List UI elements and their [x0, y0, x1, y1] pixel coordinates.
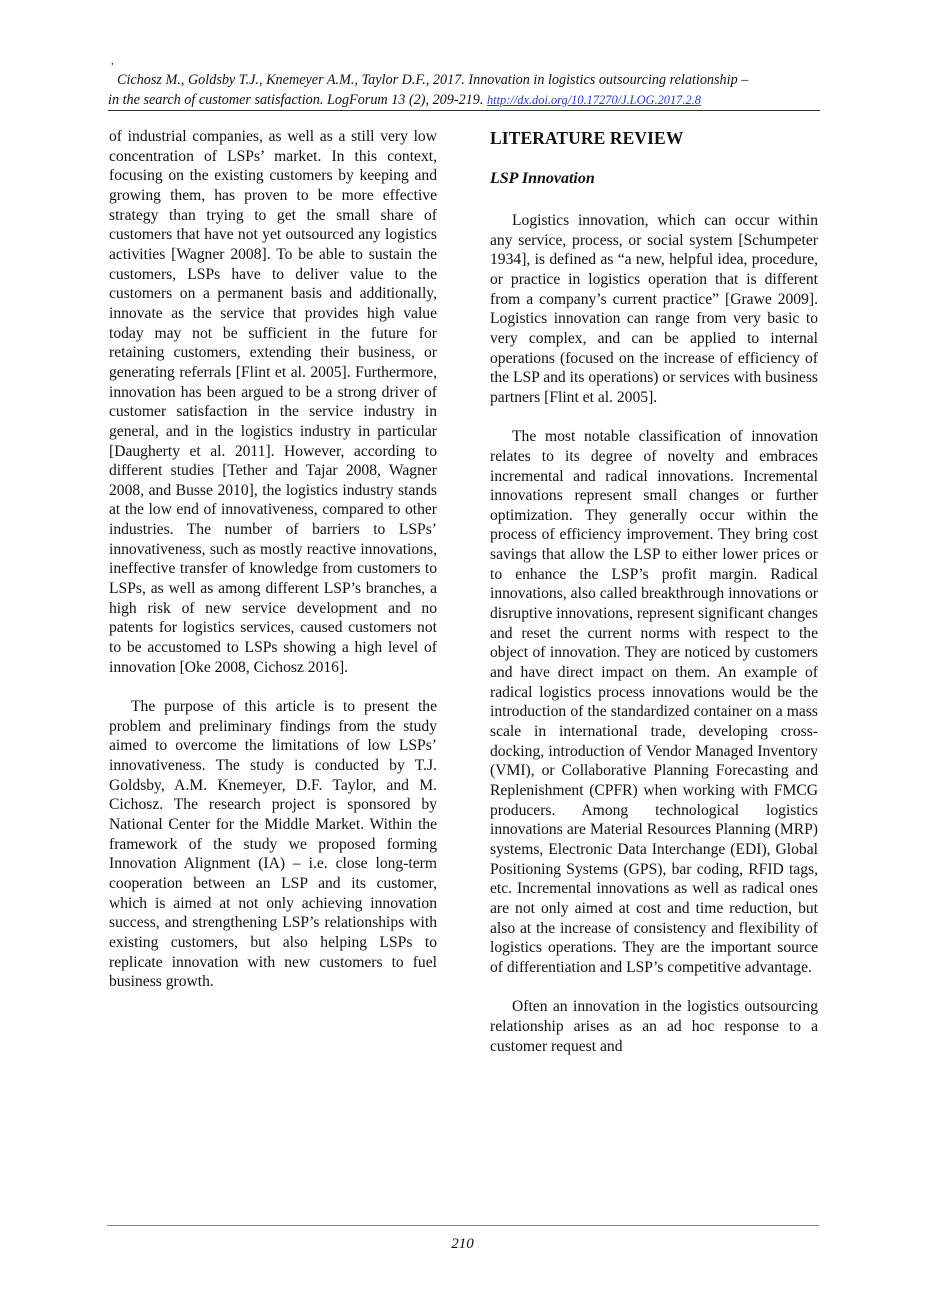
header-divider: [108, 110, 820, 111]
doi-link[interactable]: http://dx.doi.org/10.17270/J.LOG.2017.2.8: [486, 92, 701, 107]
footer-divider: [107, 1225, 819, 1226]
subsection-heading: LSP Innovation: [490, 170, 595, 187]
citation-line-1: Cichosz M., Goldsby T.J., Knemeyer A.M., Taylor D.F., 2017. Innovation in logistics outsourcing relationship –: [117, 72, 749, 88]
body-paragraph: The purpose of this article is to present the problem and preliminary findings from the study aimed to overcome the limitations of low LSPs’ innovativeness. The study is conducted by T.J. Goldsby, A.M. Knemeyer, D.F. Taylor, and M. Cichosz. The research project is sponsored by National Center for the Middle Market. Within the framework of the study we proposed forming Innovation Alignment (IA) – i.e. close long-term cooperation between an LSP and its customer, which is aimed at not only achieving innovation success, and strengthening LSP’s relationships with existing customers, but also helping LSPs to replicate innovation with new customers to fuel business growth.: [109, 698, 437, 991]
left-column: [109, 127, 437, 992]
header-mark: ,: [111, 55, 114, 67]
body-paragraph: Logistics innovation, which can occur within any service, process, or social system [Schumpeter 1934], is defined as “a new, helpful idea, procedure, or practice in logistics operation that is different from a company’s current practice” [Grawe 2009]. Logistics innovation can range from very basic to very complex, and can be applied to internal operations (focused on the increase of efficiency of the LSP and its operations) or services with business partners [Flint et al. 2005].: [490, 212, 818, 406]
header-citation: [108, 71, 820, 110]
body-paragraph: of industrial companies, as well as a still very low concentration of LSPs’ market. In this context, focusing on the existing customers by keeping and growing them, has proven to be more effective strategy than trying to get the small share of customers that have not yet outsourced any logistics activities [Wagner 2008]. To be able to sustain the customers, LSPs have to deliver value to the customers on a permanent basis and additionally, innovate as the service that provides high value today may not be sufficient in the future for retaining customers, extending their business, or generating referrals [Flint et al. 2005]. Furthermore, innovation has been argued to be a strong driver of customer satisfaction in the service industry in general, and in the logistics industry in particular [Daugherty et al. 2011]. However, according to different studies [Tether and Tajar 2008, Wagner 2008, and Busse 2010], the logistics industry stands at the low end of innovativeness, compared to other industries. The number of barriers to LSPs’ innovativeness, such as mostly reactive innovations, ineffective transfer of knowledge from customers to LSPs, as well as among different LSP’s branches, a high risk of new service development and no patents for logistics services, caused customers not to be accustomed to LSPs showing a high level of innovation [Oke 2008, Cichosz 2016].: [109, 128, 437, 676]
citation-line-2-text: in the search of customer satisfaction. LogForum 13 (2), 209-219.: [108, 91, 484, 108]
body-paragraph: The most notable classification of innovation relates to its degree of novelty and embraces incremental and radical innovations. Incremental innovations represent small changes or further optimization. They generally occur within the process of efficiency improvement. They bring cost savings that allow the LSP to either lower prices or to enhance the LSP’s profit margin. Radical innovations, also called breakthrough innovations or disruptive innovations, represent significant changes and reset the current norms with respect to the object of innovation. They are noticed by customers and have direct impact on them. An example of radical logistics process innovations would be the introduction of the standardized container on a mass scale in international trade, developing cross-docking, introduction of Vendor Managed Inventory (VMI), or Collaborative Planning Forecasting and Replenishment (CPFR) when working with FMCG producers. Among technological logistics innovations are Material Resources Planning (MRP) systems, Electronic Data Interchange (EDI), Global Positioning Systems (GPS), bar coding, RFID tags, etc. Incremental innovations as well as radical ones are not only aimed at cost and time reduction, but also at the increase of consistency and flexibility of logistics operations. They are the important source of differentiation and LSP’s competitive advantage.: [490, 428, 818, 976]
right-column: [490, 127, 818, 1056]
citation-line-2: [108, 91, 820, 111]
body-paragraph: Often an innovation in the logistics outsourcing relationship arises as an ad hoc response to a customer request and: [490, 998, 818, 1055]
page-number: 210: [451, 1236, 474, 1252]
section-heading: LITERATURE REVIEW: [490, 128, 684, 148]
